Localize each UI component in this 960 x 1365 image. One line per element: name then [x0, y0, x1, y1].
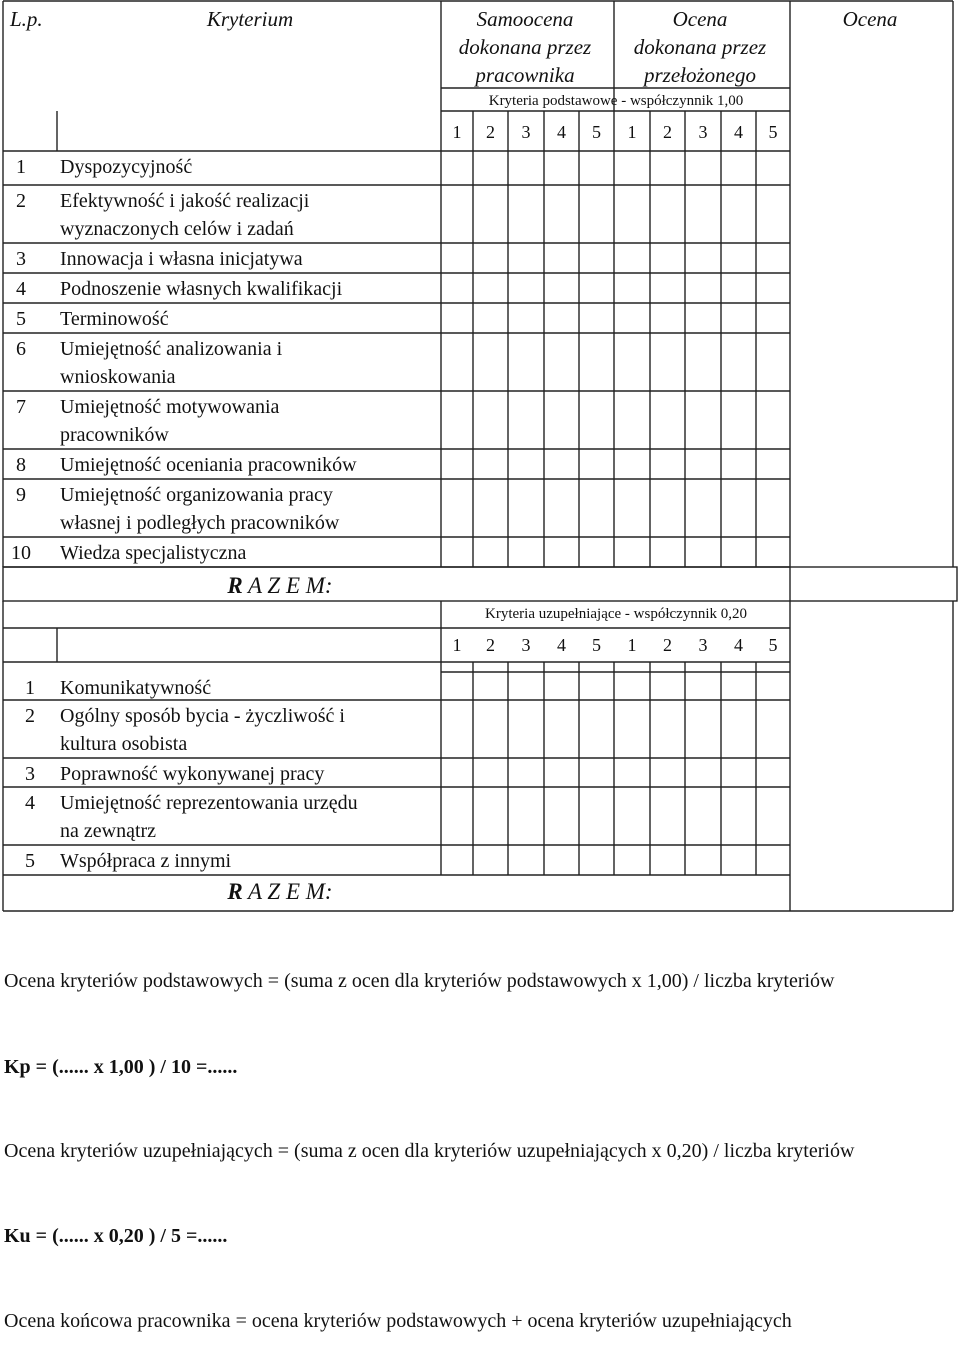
criterion-label: wyznaczonych celów i zadań	[60, 218, 294, 240]
total-label-supplementary: R A Z E M:	[227, 879, 333, 904]
scale-number: 2	[486, 122, 495, 142]
self-assessment-header: Samoocena	[476, 7, 574, 31]
criterion-label: Umiejętność reprezentowania urzędu	[60, 792, 358, 814]
criterion-number: 5	[16, 308, 26, 330]
criterion-label: Umiejętność organizowania pracy	[60, 484, 333, 506]
scale-number: 1	[627, 122, 637, 142]
criterion-label: Ogólny sposób bycia - życzliwość i	[60, 705, 345, 727]
kp-description: Ocena kryteriów podstawowych = (suma z ocen dla kryteriów podstawowych x 1,00) / liczba kryteriów	[4, 970, 835, 992]
criterion-number: 5	[25, 850, 35, 872]
criterion-number: 3	[25, 763, 35, 785]
scale-number: 4	[557, 122, 566, 142]
scale-number: 5	[768, 635, 778, 655]
final-score-header: Ocena	[842, 7, 898, 31]
criterion-header: Kryterium	[206, 7, 294, 31]
self-assessment-header: dokonana przez	[458, 35, 592, 59]
scale-number: 3	[698, 122, 708, 142]
self-assessment-header: pracownika	[475, 63, 575, 87]
supervisor-assessment-header: dokonana przez	[633, 35, 767, 59]
criterion-label: Umiejętność oceniania pracowników	[60, 454, 357, 476]
scale-number: 1	[627, 635, 637, 655]
criterion-number: 1	[25, 677, 35, 699]
criterion-number: 6	[16, 338, 26, 360]
criterion-label: Podnoszenie własnych kwalifikacji	[60, 278, 343, 300]
criterion-label: własnej i podległych pracowników	[60, 512, 340, 534]
scale-number: 5	[592, 122, 601, 142]
criterion-label: Umiejętność motywowania	[60, 396, 280, 418]
criterion-number: 2	[16, 190, 26, 212]
scale-number: 2	[663, 122, 672, 142]
ku-description: Ocena kryteriów uzupełniających = (suma z ocen dla kryteriów uzupełniających x 0,20) / liczba kryteriów	[4, 1140, 855, 1162]
criterion-label: Umiejętność analizowania i	[60, 338, 283, 360]
criterion-label: Komunikatywność	[60, 677, 212, 699]
total-row-basic	[3, 567, 957, 601]
total-label-basic: R A Z E M:	[227, 573, 333, 598]
criterion-label: Dyspozycyjność	[60, 156, 193, 178]
criterion-label: Współpraca z innymi	[60, 850, 232, 872]
scale-number: 3	[521, 635, 531, 655]
criterion-label: Efektywność i jakość realizacji	[60, 190, 310, 212]
criterion-number: 4	[16, 278, 26, 300]
table-text	[9, 7, 897, 904]
criterion-number: 7	[16, 396, 26, 418]
criterion-label: Wiedza specjalistyczna	[60, 542, 247, 564]
criterion-label: Terminowość	[60, 308, 169, 330]
criterion-number: 10	[11, 542, 31, 564]
criterion-label: wnioskowania	[60, 366, 176, 388]
final-description: Ocena końcowa pracownika = ocena kryteriów podstawowych + ocena kryteriów uzupełniających	[4, 1310, 792, 1332]
criterion-number: 4	[25, 792, 35, 814]
scale-number: 4	[734, 122, 743, 142]
scale-number: 1	[452, 122, 462, 142]
scale-number: 3	[698, 635, 708, 655]
supervisor-assessment-header: Ocena	[672, 7, 728, 31]
scale-number: 4	[557, 635, 566, 655]
scale-number: 1	[452, 635, 462, 655]
criterion-label: Poprawność wykonywanej pracy	[60, 763, 325, 785]
criterion-number: 8	[16, 454, 26, 476]
kp-formula: Kp = (...... x 1,00 ) / 10 =......	[4, 1056, 238, 1078]
supplementary-criteria-caption: Kryteria uzupełniające - współczynnik 0,20	[485, 606, 747, 622]
criterion-label: na zewnątrz	[60, 820, 157, 842]
criterion-label: pracowników	[60, 424, 169, 446]
scale-number: 3	[521, 122, 531, 142]
criterion-label: Innowacja i własna inicjatywa	[60, 248, 303, 270]
scale-number: 2	[663, 635, 672, 655]
scale-number: 2	[486, 635, 495, 655]
criterion-number: 2	[25, 705, 35, 727]
basic-criteria-caption: Kryteria podstawowe - współczynnik 1,00	[488, 93, 744, 109]
scale-number: 4	[734, 635, 743, 655]
criterion-number: 1	[16, 156, 26, 178]
criterion-number: 9	[16, 484, 26, 506]
criterion-label: kultura osobista	[60, 733, 188, 755]
scale-number: 5	[768, 122, 778, 142]
lp-header: L.p.	[10, 7, 43, 31]
criterion-number: 3	[16, 248, 26, 270]
ku-formula: Ku = (...... x 0,20 ) / 5 =......	[4, 1225, 228, 1247]
scale-number: 5	[592, 635, 601, 655]
supervisor-assessment-header: przełożonego	[644, 63, 756, 87]
